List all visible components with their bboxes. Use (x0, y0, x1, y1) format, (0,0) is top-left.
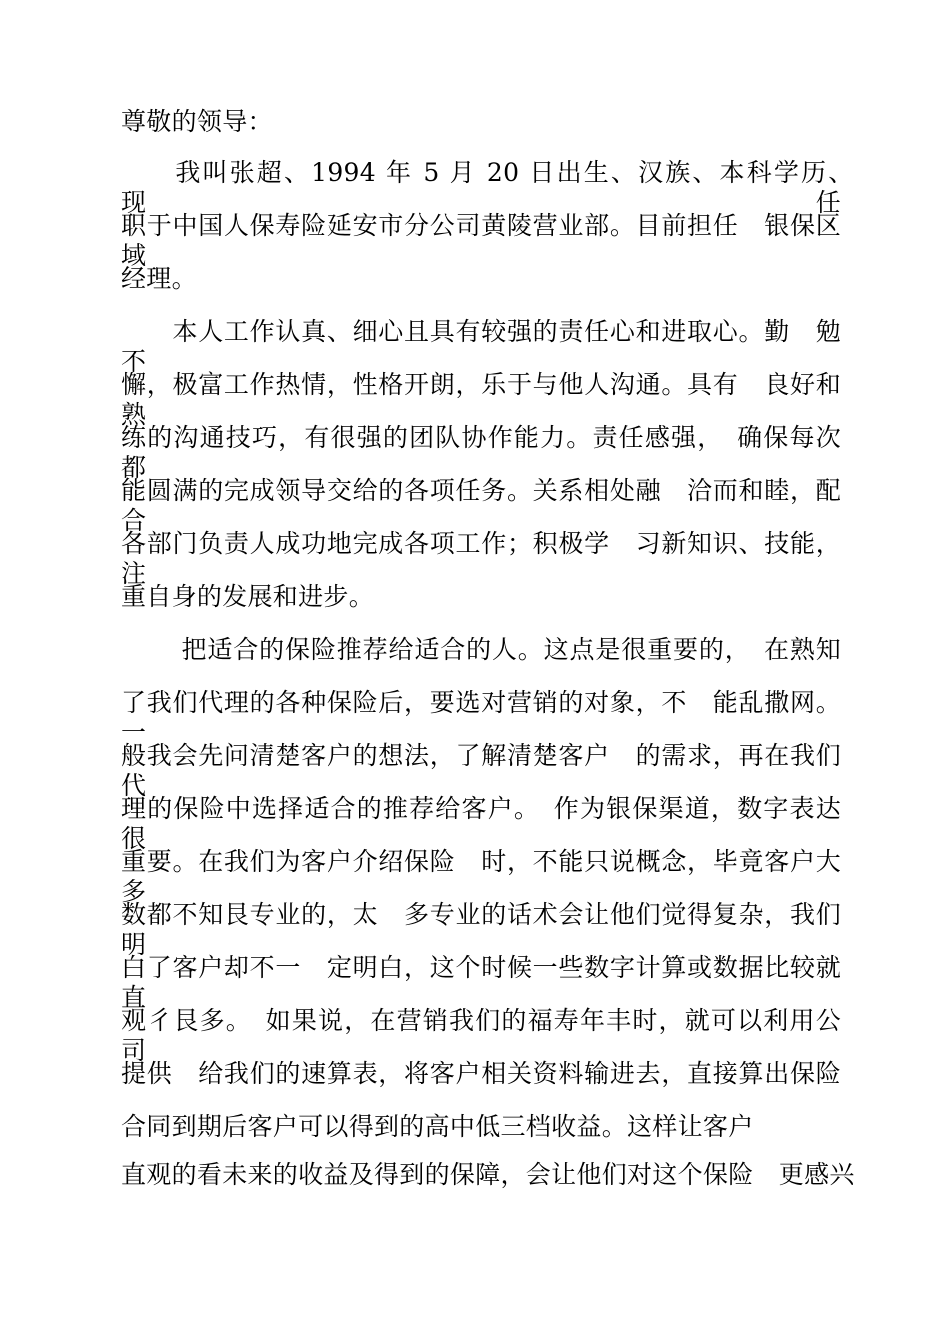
paragraph-line: 职于中国人保寿险延安市分公司黄陵营业部。目前担任 银保区域 (121, 211, 841, 270)
paragraph-line: 经理。 (121, 264, 197, 293)
paragraph-line: 理的保险中选择适合的推荐给客户。 作为银保渠道，数字表达很 (121, 794, 841, 853)
paragraph-line: 重要。在我们为客户介绍保险 时，不能只说概念，毕竟客户大多 (121, 847, 841, 906)
paragraph-line: 观彳艮多。 如果说，在营销我们的福寿年丰时，就可以利用公司 (121, 1006, 841, 1065)
paragraph-line: 合同到期后客户可以得到的高中低三档收益。这样让客户 (121, 1112, 754, 1141)
paragraph-line: 懈，极富工作热情，性格开朗，乐于与他人沟通。具有 良好和熟 (121, 370, 841, 429)
paragraph-line: 练的沟通技巧，有很强的团队协作能力。责任感强， 确保每次都 (121, 423, 841, 482)
salutation: 尊敬的领导： (121, 107, 273, 136)
paragraph-line: 数都不知艮专业的，太 多专业的话术会让他们觉得复杂，我们明 (121, 900, 841, 959)
paragraph-line: 般我会先问清楚客户的想法，了解清楚客户 的需求，再在我们代 (121, 741, 841, 800)
paragraph-line: 各部门负责人成功地完成各项工作；积极学 习新知识、技能，注 (121, 529, 841, 588)
paragraph-line: 能圆满的完成领导交给的各项任务。关系相处融 洽而和睦，配合 (121, 476, 841, 535)
paragraph-line: 我叫张超、1994 年 5 月 20 日出生、汉族、本科学历、 现任 (121, 158, 867, 217)
paragraph-line: 提供 给我们的速算表，将客户相关资料输进去，直接算出保险 (121, 1059, 841, 1088)
paragraph-line: 本人工作认真、细心且具有较强的责任心和进取心。勤 勉不 (121, 317, 841, 376)
paragraph-line: 直观的看未来的收益及得到的保障，会让他们对这个保险 更感兴 (121, 1160, 855, 1189)
paragraph-line: 白了客户却不一 定明白，这个时候一些数字计算或数据比较就直 (121, 953, 841, 1012)
paragraph-line: 重自身的发展和进步。 (121, 582, 375, 611)
paragraph-line: 把适合的保险推荐给适合的人。这点是很重要的， 在熟知 (121, 635, 841, 664)
paragraph-line: 了我们代理的各种保险后，要选对营销的对象，不 能乱撒网。一 (121, 688, 841, 747)
